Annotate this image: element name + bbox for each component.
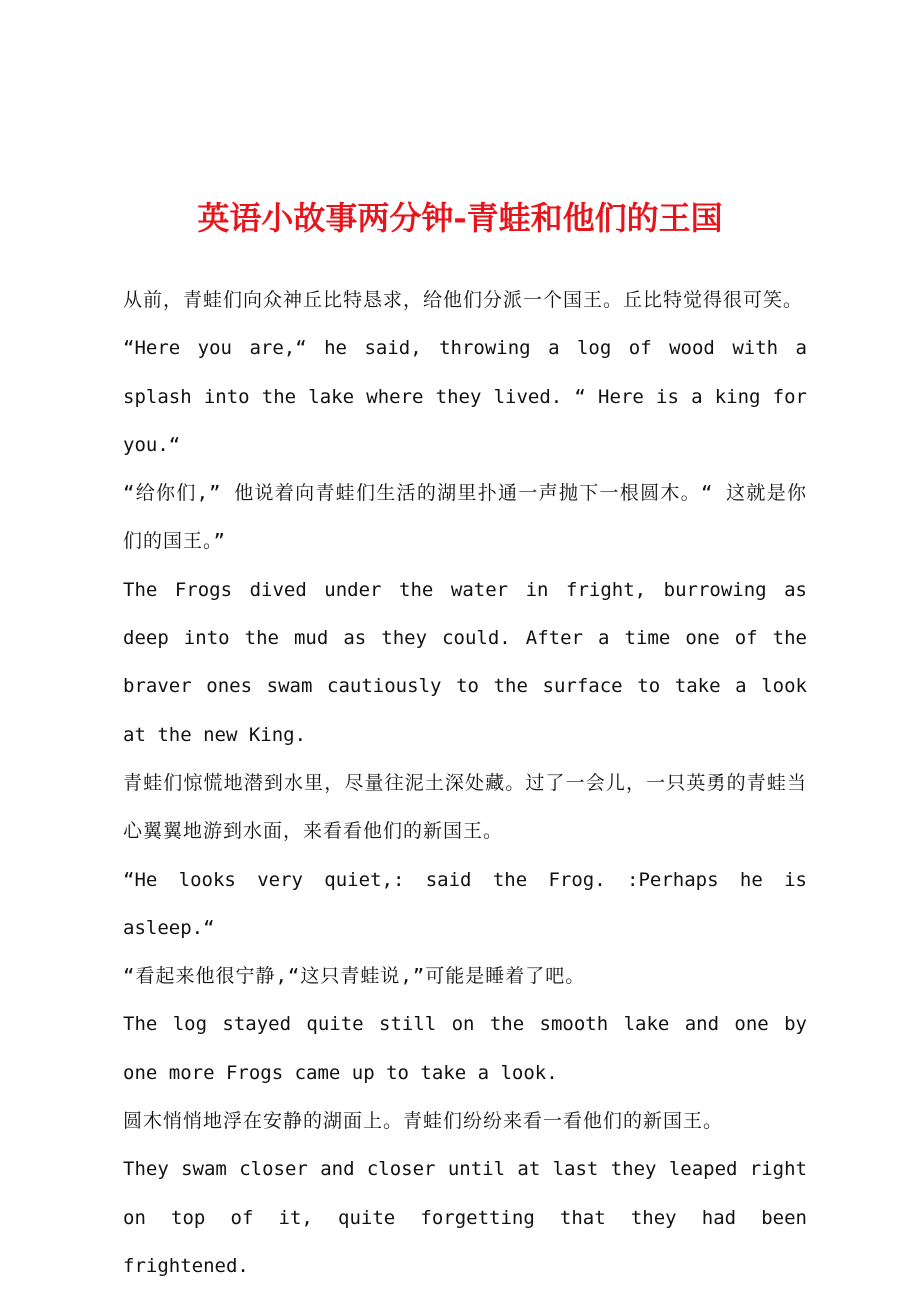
paragraph-9: 圆木悄悄地浮在安静的湖面上。青蛙们纷纷来看一看他们的新国王。 <box>123 1110 724 1133</box>
document-title: 英语小故事两分钟-青蛙和他们的王国 <box>197 199 723 237</box>
paragraph-7: “看起来他很宁静,“这只青蛙说,”可能是睡着了吧。 <box>123 965 586 988</box>
paragraph-8: The log stayed quite still on the smooth lake and one by one more Frogs came up to take a look. <box>123 1013 807 1084</box>
paragraph-1: 从前，青蛙们向众神丘比特恳求，给他们分派一个国王。丘比特觉得很可笑。 <box>123 289 804 311</box>
paragraph-10: They swam closer and closer until at last they leaped right on top of it, quite forgetting that they had been frightened. <box>123 1158 807 1277</box>
document-body <box>123 276 807 1290</box>
paragraph-4: The Frogs dived under the water in fright, burrowing as deep into the mud as they could. After a time one of the braver ones swam cautiously to the surface to take a look at the new King. <box>123 578 807 746</box>
paragraph-2: “Here you are,“ he said, throwing a log of wood with a splash into the lake where they lived. “ Here is a king for you.“ <box>123 337 807 456</box>
paragraph-5: 青蛙们惊慌地潜到水里，尽量往泥土深处藏。过了一会儿，一只英勇的青蛙当心翼翼地游到水面，来看看他们的新国王。 <box>123 771 807 843</box>
paragraph-6: “He looks very quiet,: said the Frog. :Perhaps he is asleep.“ <box>123 868 807 939</box>
paragraph-3: “给你们,” 他说着向青蛙们生活的湖里扑通一声抛下一根圆木。“ 这就是你们的国王。” <box>123 482 807 553</box>
